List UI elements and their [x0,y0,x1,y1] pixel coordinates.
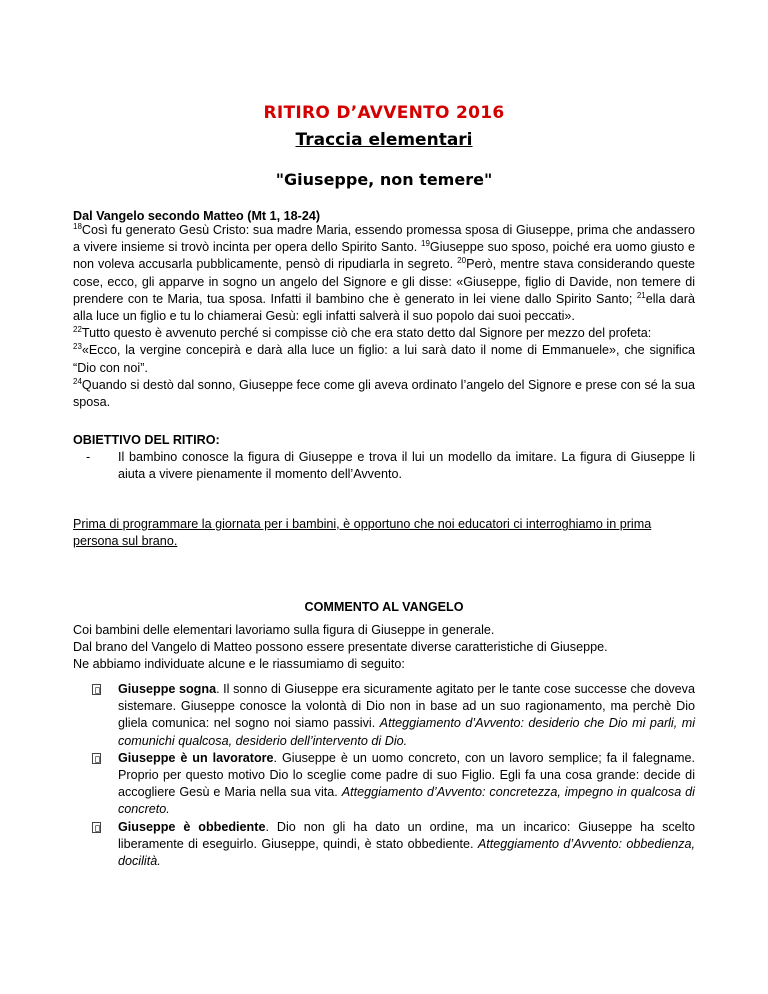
characteristics-list [90,681,695,870]
verse-24 [73,378,695,409]
list-item [90,750,695,819]
item-title: Giuseppe sogna [118,682,217,696]
verse-number: 22 [73,325,82,335]
verse-text: Quando si destò dal sonno, Giuseppe fece come gli aveva ordinato l’angelo del Signore e prese con sé la sua sposa. [73,377,695,410]
verse-23 [73,343,695,374]
verse-text: Giuseppe suo sposo, poiché era uomo giusto e non voleva accusarla pubblicamente, pensò di ripudiarla in segreto. [73,240,695,272]
verse-number: 20 [457,256,467,266]
verse-text: Così fu generato Gesù Cristo: sua madre Maria, essendo promessa sposa di Giuseppe, prima che andassero a vivere insieme si trovò incinta per opera dello Spirito Santo. [73,223,695,255]
bullet-icon [92,684,101,695]
document-subtitle: Traccia elementari [295,130,473,150]
verse-number: 19 [421,239,430,249]
objective-heading: OBIETTIVO DEL RITIRO: [73,433,220,447]
educator-note: Prima di programmare la giornata per i bambini, è opportuno che noi educatori ci interroghiamo in prima persona sul brano. [73,517,652,549]
verse-text: Però, mentre stava considerando queste cose, ecco, gli apparve in sogno un angelo del Signore e gli disse: «Giuseppe, figlio di Davide, non temere di prendere con te Maria, tua sposa. Infatti il bambino che è generato in lei viene dallo Spirito Santo; [73,257,695,306]
item-title: Giuseppe è obbediente [118,819,266,834]
verse-text: «Ecco, la vergine concepirà e darà alla luce un figlio: a lui sarà dato il nome di Emmanuele», che significa “Dio con noi”. [73,343,695,375]
verse-number: 23 [73,342,82,352]
dash-marker: - [86,450,91,464]
item-attitude: Atteggiamento d’Avvento: obbedienza, docilità. [118,836,696,869]
gospel-heading: Dal Vangelo secondo Matteo (Mt 1, 18-24) [73,209,321,223]
list-item [90,681,695,750]
document-title: RITIRO D’AVVENTO 2016 [263,103,505,123]
verse-number: 24 [73,376,82,386]
verse-number: 21 [636,290,646,300]
gospel-text [73,222,695,411]
intro-line: Ne abbiamo individuate alcune e le riassumiamo di seguito: [73,657,405,672]
verse-number: 18 [73,222,82,231]
verse-22 [73,326,651,340]
list-item [90,819,695,871]
item-attitude: Atteggiamento d’Avvento: desiderio che Dio mi parli, mi comunichi qualcosa, desiderio dell’intervento di Dio. [118,716,695,748]
bullet-icon [92,753,101,764]
bullet-icon [92,822,101,833]
verse-text: ella darà alla luce un figlio e tu lo chiamerai Gesù: egli infatti salverà il suo popolo dai suoi peccati». [73,291,695,324]
intro-line: Dal brano del Vangelo di Matteo possono essere presentate diverse caratteristiche di Giuseppe. [73,640,608,655]
objective-item [86,449,695,483]
item-text: . Dio non gli ha dato un ordine, ma un incarico: Giuseppe ha scelto liberamente di eseguirlo. Giuseppe, quindi, è stato obbediente. [118,819,695,851]
commentary-heading: COMMENTO AL VANGELO [304,600,464,614]
retreat-theme: "Giuseppe, non temere" [275,170,493,189]
objective-text: Il bambino conosce la figura di Giuseppe e trova il lui un modello da imitare. La figura di Giuseppe li aiuta a vivere pienamente il momento dell’Avvento. [118,450,695,482]
item-text: . Giuseppe è un uomo concreto, con un lavoro semplice; fa il falegname. Proprio per questo motivo Dio lo sceglie come padre di suo Figlio. Egli fa una cosa grande: decide di accogliere Gesù e Maria nella sua vita. [118,750,695,800]
intro-line: Coi bambini delle elementari lavoriamo sulla figura di Giuseppe in generale. [73,623,495,637]
item-title: Giuseppe è un lavoratore [118,750,274,765]
item-text: . Il sonno di Giuseppe era sicuramente agitato per le tante cose successe che doveva sistemare. Giuseppe conosce la volontà di Dio non in base ad un suo ragionamento, ma perchè Dio gliela comunica: nel sogno noi siamo passivi. [118,682,695,731]
item-attitude: Atteggiamento d’Avvento: concretezza, impegno in qualcosa di concreto. [118,785,695,817]
commentary-intro [73,622,695,674]
verse-text: Tutto questo è avvenuto perché si compisse ciò che era stato detto dal Signore per mezzo del profeta: [81,326,652,341]
